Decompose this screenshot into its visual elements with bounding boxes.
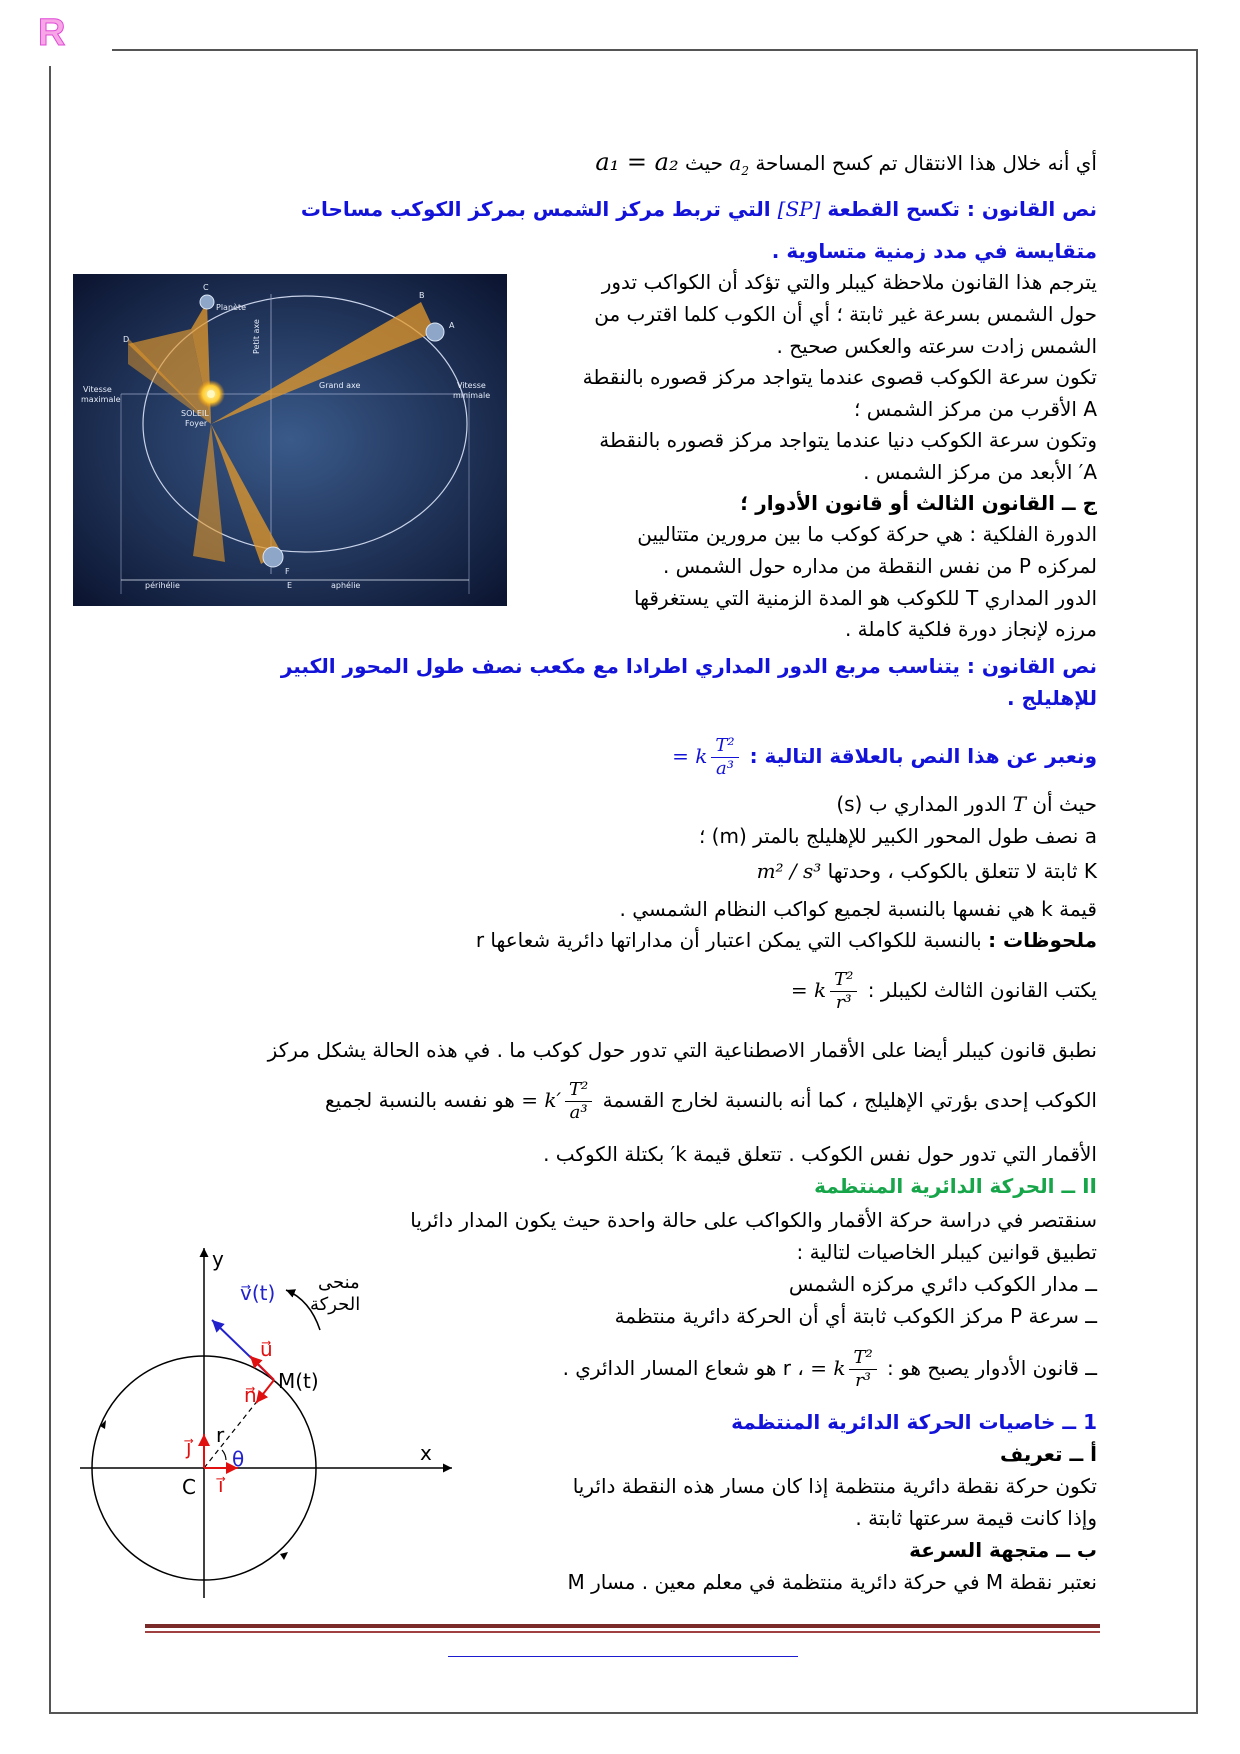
label-u: u⃗ [260, 1337, 273, 1361]
planet-icon [426, 323, 444, 341]
kepler-fraction-r2: $\frac{\text{T²}}{\text{r³}}$ [849, 1347, 876, 1392]
paragraph-line: وتكون سرعة الكوكب دنيا عندما يتواجد مركز قصوره بالنقطة [599, 428, 1097, 452]
normal-vector-n [256, 1380, 274, 1403]
label-vitesse-min: Vitesse [457, 381, 486, 390]
space-background [73, 274, 507, 606]
svg-text:D: D [123, 335, 130, 344]
frame-bottom-border [49, 1712, 1198, 1714]
subsection-heading: ب ــ متجهة السرعة [909, 1538, 1097, 1562]
paragraph-line: الشمس زادت سرعته والعكس صحيح . [776, 334, 1097, 358]
label-theta: θ [232, 1447, 245, 1471]
law2-text: نص القانون : تكسح القطعة [SP] التي تربط مركز الشمس بمركز الكوكب مساحات [300, 197, 1097, 221]
paragraph-line: مرزه لإنجاز دورة فلكية كاملة . [844, 617, 1097, 641]
label-M: M(t) [278, 1369, 319, 1393]
label-foyer: Foyer [185, 419, 208, 428]
svg-text:A: A [449, 321, 455, 330]
paragraph-line: وإذا كانت قيمة سرعتها ثابتة . [855, 1506, 1097, 1530]
section-heading-II: II ــ الحركة الدائرية المنتظمة [814, 1174, 1097, 1198]
paragraph-line: الدورة الفلكية : هي حركة كوكب ما بين مرورين متتاليين [637, 522, 1097, 546]
law3-text: نص القانون : يتناسب مربع الدور المداري اطرادا مع مكعب نصف طول المحور الكبير [280, 654, 1097, 678]
paragraph-line: ــ مدار الكوكب دائري مركزه الشمس [788, 1272, 1097, 1296]
text-line: أي أنه خلال هذا الانتقال تم كسح المساحة $a_2$ حيث a₁ = a₂ [595, 148, 1097, 178]
paragraph-line: حول الشمس بسرعة غير ثابتة ؛ أي أن الكوب كلما اقترب من [594, 302, 1097, 326]
definition-line: قيمة k هي نفسها بالنسبة لجميع كواكب النظام الشمسي . [619, 897, 1097, 921]
svg-text:C: C [203, 283, 209, 292]
svg-text:maximale: maximale [81, 395, 121, 404]
kepler-fraction-r: $\frac{\text{T²}}{\text{r³}}$ [830, 969, 857, 1014]
definition-line: K ثابتة لا تتعلق بالكوكب ، وحدتها m² / s³ [756, 859, 1097, 883]
satellite-line: نطبق قانون كيبلر أيضا على الأقمار الاصطناعية التي تدور حول كوكب ما . في هذه الحالة يشكل مركز [267, 1038, 1097, 1062]
satellite-line: الأقمار التي تدور حول نفس الكوكب . تتعلق قيمة k′ بكتلة الكوكب . [543, 1142, 1097, 1166]
note-line: ملحوظات : بالنسبة للكواكب التي يمكن اعتبار أن مداراتها دائرية شعاعها r [475, 928, 1097, 952]
label-curve-1: منحى [318, 1272, 360, 1293]
label-curve-2: الحركة [310, 1294, 361, 1315]
svg-text:B: B [419, 291, 425, 300]
paragraph-line: تطبيق قوانين كيبلر الخاصيات لتالية : [796, 1240, 1097, 1264]
satellite-line: الكوكب إحدى بؤرتي الإهليلج ، كما أنه بالنسبة لخارج القسمة $\frac{\text{T²}}{\text{a³}}$ = k′ هو نفسه بالنسبة لجميع [325, 1079, 1097, 1123]
paragraph-line: A الأقرب من مركز الشمس ؛ [853, 397, 1097, 421]
circular-motion-figure [80, 1238, 470, 1598]
law2-text-cont: متقايسة في مدد زمنية متساوية . [771, 239, 1097, 263]
frame-right-border [1196, 49, 1198, 1712]
paragraph-line: يترجم هذا القانون ملاحظة كيبلر والتي تؤكد أن الكواكب تدور [601, 270, 1097, 294]
frame-top-border [112, 49, 1197, 51]
paragraph-line: الدور المداري T للكوكب هو المدة الزمنية التي يستغرقها [634, 586, 1097, 610]
label-perihelie: périhélie [145, 581, 180, 590]
paragraph-line: A′ الأبعد من مركز الشمس . [863, 460, 1097, 484]
label-y: y [212, 1247, 224, 1271]
logo: R [38, 12, 66, 54]
svg-text:E: E [287, 581, 293, 590]
kepler-fraction-kprime: $\frac{\text{T²}}{\text{a³}}$ [565, 1079, 592, 1124]
footer-link-line [448, 1656, 798, 1657]
label-soleil: SOLEIL [181, 409, 209, 418]
paragraph-line: تكون حركة نقطة دائرية منتظمة إذا كان مسار هذه النقطة دائريا [572, 1474, 1097, 1498]
kepler3-circular: يكتب القانون الثالث لكيبلر : $\frac{\text{T²}}{\text{r³}}$ = k [790, 969, 1097, 1013]
label-n: n⃗ [244, 1383, 257, 1407]
label-planete: Planète [216, 303, 246, 312]
paragraph-line: ــ قانون الأدوار يصبح هو : $\frac{\text{T²}}{\text{r³}}$ = k ، r هو شعاع المسار الدائري . [562, 1347, 1097, 1391]
kepler-fraction: $\frac{\text{T²}}{\text{a³}}$ [711, 735, 738, 780]
label-velocity: v⃗(t) [240, 1281, 276, 1305]
frame-left-border [49, 66, 51, 1712]
kepler-orbit-figure [73, 274, 507, 606]
relation-line: ونعبر عن هذا النص بالعلاقة التالية : $\frac{\text{T²}}{\text{a³}}$ = k [672, 735, 1097, 779]
footer-separator [145, 1624, 1100, 1628]
paragraph-line: لمركزه P من نفس النقطة من مداره حول الشمس . [662, 554, 1097, 578]
planet-icon [200, 295, 214, 309]
paragraph-line: سنقتصر في دراسة حركة الأقمار والكواكب على حالة واحدة حيث يكون المدار دائريا [410, 1208, 1097, 1232]
svg-text:minimale: minimale [453, 391, 491, 400]
paragraph-line: ــ سرعة P مركز الكوكب ثابتة أي أن الحركة دائرية منتظمة [614, 1304, 1097, 1328]
label-grand-axe: Grand axe [319, 381, 361, 390]
subsection-heading: أ ــ تعريف [999, 1442, 1097, 1466]
paragraph-line: تكون سرعة الكوكب قصوى عندما يتواجد مركز قصوره بالنقطة [582, 365, 1097, 389]
subsection-heading: 1 ــ خاصيات الحركة الدائرية المنتظمة [731, 1410, 1097, 1434]
definition-line: حيث أن T الدور المداري ب (s) [836, 792, 1097, 816]
paragraph-line: نعتبر نقطة M في حركة دائرية منتظمة في معلم معين . مسار M [567, 1570, 1097, 1594]
definition-line: a نصف طول المحور الكبير للإهليلج بالمتر (m) ؛ [698, 824, 1097, 848]
label-petit-axe: Petit axe [252, 319, 261, 354]
section-heading: ج ــ القانون الثالث أو قانون الأدوار ؛ [740, 491, 1097, 515]
label-j: j⃗ [186, 1435, 192, 1459]
law3-text-cont: للإهليلج . [1006, 686, 1097, 710]
svg-text:F: F [285, 567, 290, 576]
label-C: C [182, 1475, 196, 1499]
label-r: r [216, 1423, 225, 1447]
planet-icon [263, 547, 283, 567]
label-i: i⃗ [218, 1473, 224, 1497]
label-vitesse-max: Vitesse [83, 385, 112, 394]
footer-separator-thin [145, 1631, 1100, 1633]
label-x: x [420, 1441, 432, 1465]
label-aphelie: aphélie [331, 581, 361, 590]
